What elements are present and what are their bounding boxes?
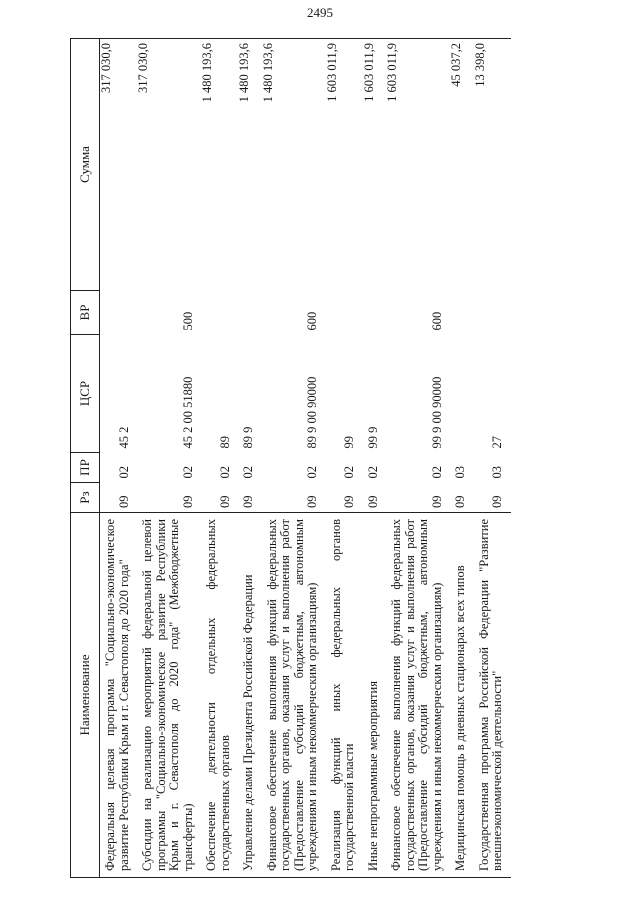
cell-name <box>450 513 474 878</box>
row-name-text: Иные непрограммные мероприятия <box>365 681 380 871</box>
cell-csr: 27 <box>490 436 504 449</box>
cell-sum: 1 480 193,6 <box>238 39 262 291</box>
cell-sum: 1 603 011,9 <box>363 39 387 291</box>
header-vr: ВР <box>71 291 100 335</box>
cell-rz: 09 <box>116 495 131 508</box>
cell-vr <box>450 291 474 335</box>
cell-name <box>238 513 262 878</box>
cell-rz: 09 <box>453 495 467 508</box>
row-name-text: Медицинская помощь в дневных стационарах всех типов <box>453 565 467 871</box>
cell-pr: 02 <box>217 466 232 479</box>
cell-pr: 02 <box>305 466 319 479</box>
table-body <box>100 39 511 878</box>
header-csr: ЦСР <box>71 335 100 453</box>
cell-vr <box>201 291 238 335</box>
cell-vr <box>326 291 363 335</box>
cell-rz: 09 <box>342 495 356 508</box>
cell-pr: 02 <box>180 466 195 479</box>
row-name-text: Федеральная целевая программа "Социально-экономическое развитие Республики Крым и г. Севастополя до 2020 года" <box>103 519 131 871</box>
cell-rz: 09 <box>241 495 255 508</box>
cell-vr <box>363 291 387 335</box>
cell-sum: 317 030,0 <box>100 39 138 291</box>
cell-rz: 09 <box>180 495 195 508</box>
cell-pr: 02 <box>241 466 255 479</box>
cell-sum: 1 603 011,9 <box>326 39 363 291</box>
cell-sum: 1 480 193,6 <box>201 39 238 291</box>
cell-csr: 99 9 00 90000 <box>429 376 444 449</box>
table-row <box>450 39 474 878</box>
row-name-text: Реализация функций иных федеральных органов государственной власти <box>328 519 356 871</box>
cell-vr <box>474 291 511 335</box>
cell-pr: 02 <box>116 466 131 479</box>
cell-rz: 09 <box>305 495 319 508</box>
cell-sum: 1 603 011,9 <box>386 39 450 291</box>
cell-csr: 89 <box>217 436 232 449</box>
cell-sum: 317 030,0 <box>137 39 201 291</box>
cell-rz: 09 <box>365 495 380 508</box>
cell-pr: 02 <box>342 466 356 479</box>
cell-name <box>386 513 450 878</box>
cell-name <box>100 513 138 878</box>
row-name-text: Государственная программа Российской Федерации "Развитие внешнеэкономической деятельности" <box>476 519 504 871</box>
cell-csr: 99 9 <box>365 426 380 449</box>
cell-name <box>326 513 363 878</box>
table-row <box>201 39 238 878</box>
rotated-budget-table <box>70 38 600 878</box>
header-name: Наименование <box>71 513 100 878</box>
cell-name <box>474 513 511 878</box>
table-header-row <box>71 39 100 878</box>
table-row <box>262 39 326 878</box>
cell-csr <box>450 335 474 453</box>
cell-pr: 02 <box>365 466 380 479</box>
page-number: 2495 <box>307 5 333 20</box>
cell-sum: 45 037,2 <box>450 39 474 291</box>
cell-name <box>137 513 201 878</box>
cell-pr: 02 <box>429 466 444 479</box>
table-row <box>137 39 201 878</box>
cell-sum: 1 480 193,6 <box>262 39 326 291</box>
cell-vr: 500 <box>180 311 195 331</box>
cell-pr: 03 <box>490 466 504 479</box>
cell-name <box>201 513 238 878</box>
cell-csr: 45 2 <box>116 426 131 449</box>
table-row <box>326 39 363 878</box>
row-name-text: Обеспечение деятельности отдельных федеральных государственных органов <box>204 519 232 871</box>
cell-sum: 13 398,0 <box>474 39 511 291</box>
cell-csr: 45 2 00 51880 <box>180 376 195 449</box>
cell-vr: 600 <box>429 311 444 331</box>
table-row <box>238 39 262 878</box>
cell-csr: 99 <box>342 436 356 449</box>
table-row <box>100 39 138 878</box>
cell-csr: 89 9 <box>241 426 255 449</box>
cell-vr <box>238 291 262 335</box>
row-name-text: Управление делами Президента Российской Федерации <box>241 574 255 871</box>
header-pr: ПР <box>71 453 100 483</box>
cell-rz: 09 <box>429 495 444 508</box>
cell-rz: 09 <box>217 495 232 508</box>
table-row <box>363 39 387 878</box>
row-name-text: Субсидии на реализацию мероприятий федеральной целевой программы "Социально-экономическое развитие Республики Крым и г. Севастополя до 2020 года" (Межбюджетные трансферты) <box>140 519 195 871</box>
row-name-text: Финансовое обеспечение выполнения функций федеральных государственных органов, оказания услуг и выполнения работ (Предоставление субсидий бюджетным, автономным учреждениям и иным некоммерческим организациям) <box>264 519 319 871</box>
budget-table <box>70 38 511 878</box>
table-row <box>386 39 450 878</box>
cell-csr: 89 9 00 90000 <box>305 376 319 449</box>
header-sum: Сумма <box>71 39 100 291</box>
cell-name <box>363 513 387 878</box>
cell-pr: 03 <box>453 466 467 479</box>
cell-rz: 09 <box>490 495 504 508</box>
cell-vr <box>100 291 138 335</box>
cell-name <box>262 513 326 878</box>
header-rz: Рз <box>71 483 100 513</box>
row-name-text: Финансовое обеспечение выполнения функций федеральных государственных органов, оказания услуг и выполнения работ (Предоставление субсидий бюджетным, автономным учреждениям и иным некоммерческим организациям) <box>389 519 444 871</box>
table-row <box>474 39 511 878</box>
cell-vr: 600 <box>305 311 319 331</box>
